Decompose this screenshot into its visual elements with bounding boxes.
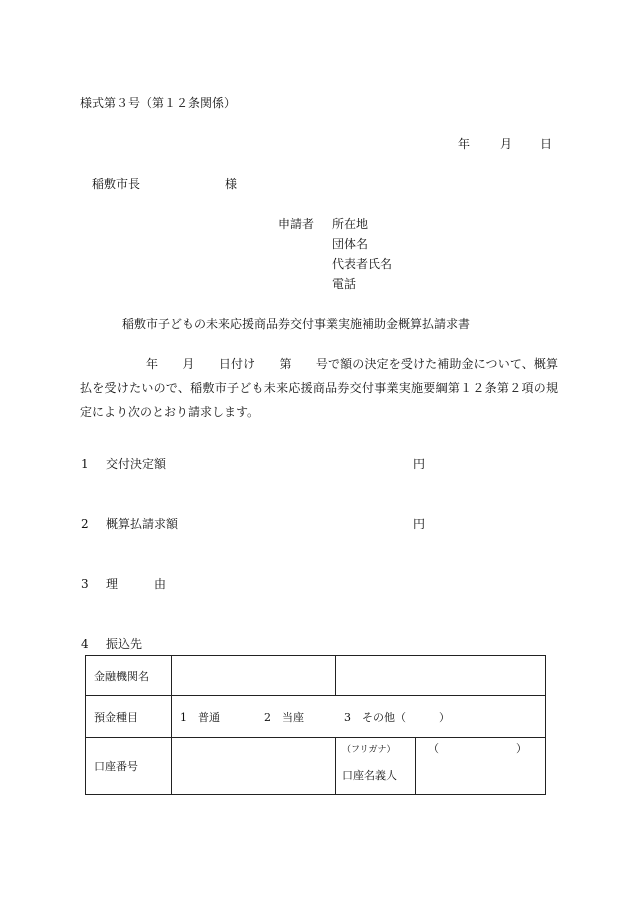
item-1-unit: 円 xyxy=(413,457,426,471)
date-month-label: 月 xyxy=(500,137,513,151)
request-body-text: 年 月 日付け 第 号で額の決定を受けた補助金について、概算払を受けたいので、稲敷市子ども未来応援商品券交付事業実施要綱第１２条第２項の規定により次のとおり請求します。 xyxy=(80,357,558,419)
item-1-label: 交付決定額 xyxy=(106,457,167,471)
deposit-option-current[interactable]: 2 当座 xyxy=(264,710,304,724)
table-row-deposit-type xyxy=(86,696,546,738)
item-2-label: 概算払請求額 xyxy=(106,517,179,531)
applicant-label: 申請者 xyxy=(278,217,315,231)
item-4-number: 4 xyxy=(81,637,89,651)
holder-furigana-parens: （ ） xyxy=(428,742,527,755)
furigana-label: （フリガナ） xyxy=(342,744,396,755)
account-number-label: 口座番号 xyxy=(86,738,172,795)
deposit-type-options xyxy=(172,696,546,738)
account-number-cell[interactable] xyxy=(172,738,336,795)
item-4-label: 振込先 xyxy=(106,637,143,651)
document-title: 稲敷市子どもの未来応援商品券交付事業実施補助金概算払請求書 xyxy=(122,317,471,331)
deposit-option-other[interactable]: 3 その他（ ） xyxy=(344,710,450,724)
bank-transfer-table xyxy=(85,655,546,795)
date-day-label: 日 xyxy=(540,137,553,151)
applicant-organization-label: 団体名 xyxy=(332,237,369,251)
item-3-label: 理 由 xyxy=(106,577,167,591)
deposit-option-ordinary[interactable]: 1 普通 xyxy=(180,710,220,724)
applicant-representative-label: 代表者氏名 xyxy=(332,257,393,271)
table-row-account xyxy=(86,738,546,795)
institution-branch-cell[interactable] xyxy=(336,656,546,696)
addressee-honorific: 様 xyxy=(225,177,238,191)
form-number: 様式第３号（第１２条関係） xyxy=(80,96,237,110)
date-year-label: 年 xyxy=(458,137,471,151)
applicant-phone-label: 電話 xyxy=(332,277,357,291)
addressee-name: 稲敷市長 xyxy=(92,177,141,191)
applicant-address-label: 所在地 xyxy=(332,217,369,231)
holder-label-cell xyxy=(336,738,416,795)
item-2-unit: 円 xyxy=(413,517,426,531)
account-holder-cell[interactable] xyxy=(416,738,546,795)
item-1-number: 1 xyxy=(81,457,89,471)
item-3-number: 3 xyxy=(81,577,89,591)
institution-label: 金融機関名 xyxy=(86,656,172,696)
institution-value-cell[interactable] xyxy=(172,656,336,696)
item-2-number: 2 xyxy=(81,517,89,531)
table-row-institution xyxy=(86,656,546,696)
account-holder-label: 口座名義人 xyxy=(342,768,397,782)
deposit-type-label: 預金種目 xyxy=(86,696,172,738)
